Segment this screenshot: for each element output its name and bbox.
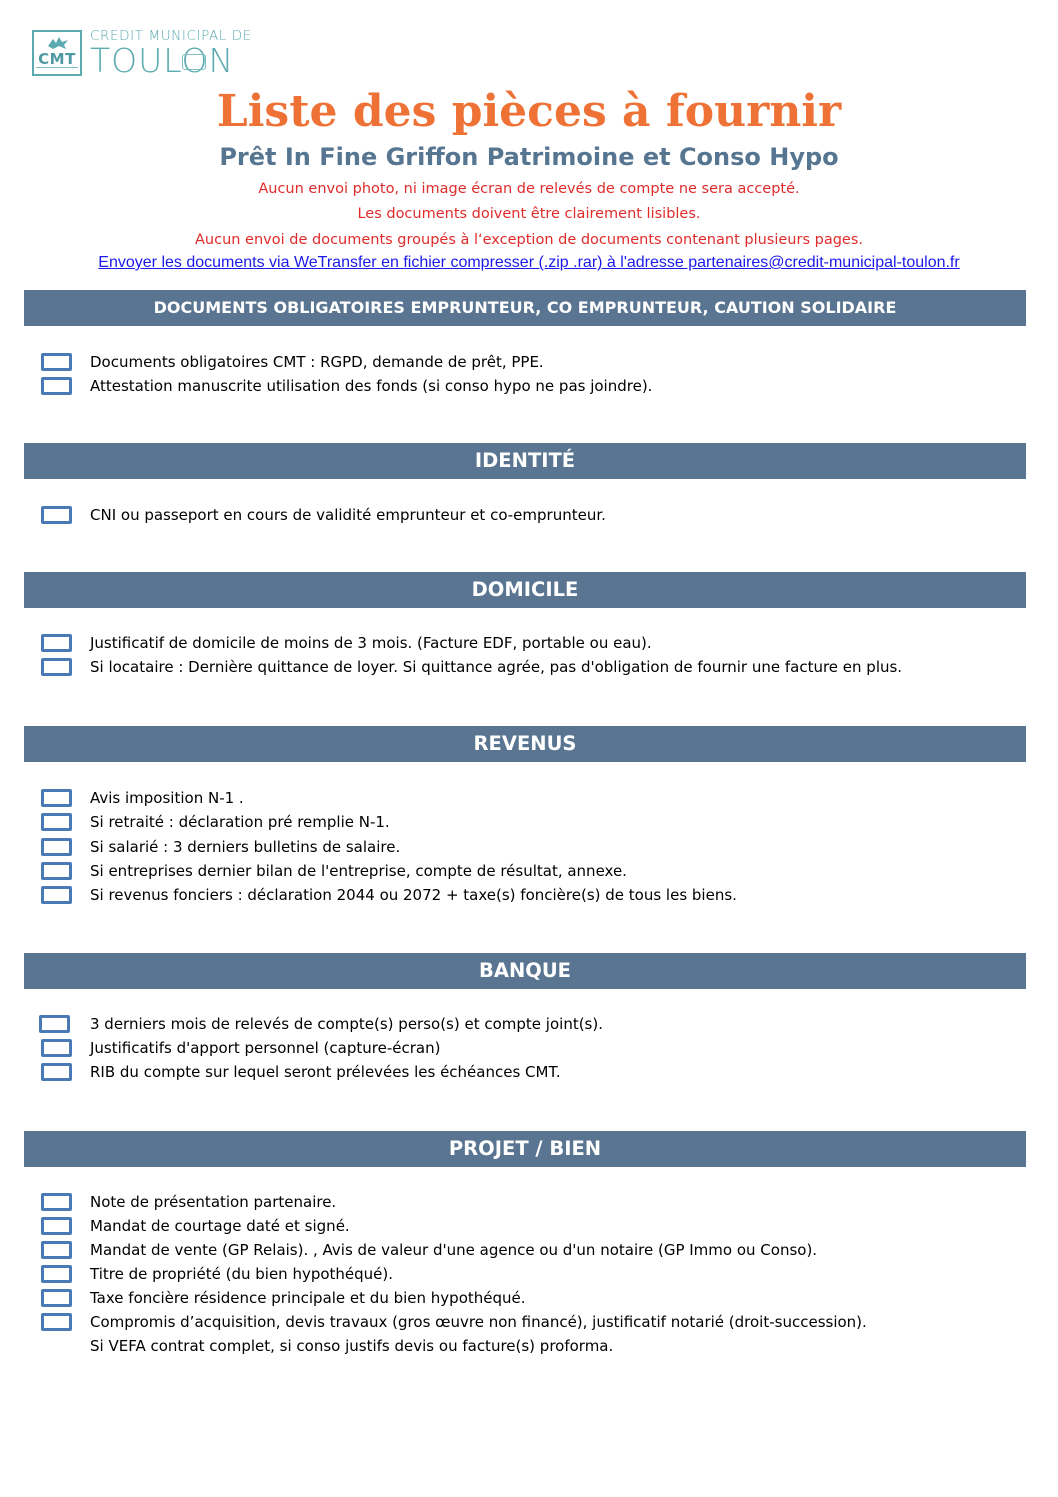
checklist-item: Note de présentation partenaire. [90, 1193, 337, 1211]
checklist-item: Mandat de courtage daté et signé. [90, 1217, 350, 1235]
logo-main-text: TOULON [90, 41, 235, 80]
checkbox[interactable] [41, 1193, 72, 1211]
checkbox[interactable] [41, 862, 72, 880]
notice-line: Aucun envoi de documents groupés à l‘exception de documents contenant plusieurs pages. [194, 232, 863, 248]
checklist-item: RIB du compte sur lequel seront prélevées les échéances CMT. [90, 1063, 561, 1081]
checkbox[interactable] [41, 634, 72, 652]
section-header-domicile: DOMICILE [24, 572, 1026, 608]
checklist-item: CNI ou passeport en cours de validité emprunteur et co-emprunteur. [90, 506, 606, 524]
checklist-item: Avis imposition N-1 . [90, 789, 244, 807]
logo-seal-icon [182, 54, 206, 70]
checkbox[interactable] [41, 1063, 72, 1081]
checkbox[interactable] [41, 1217, 72, 1235]
page-subtitle: Prêt In Fine Griffon Patrimoine et Conso Hypo [219, 143, 839, 171]
checkbox[interactable] [41, 1039, 72, 1057]
griffon-icon [47, 36, 69, 50]
checklist-item: Mandat de vente (GP Relais). , Avis de valeur d'une agence ou d'un notaire (GP Immo ou Conso). [90, 1241, 818, 1259]
checklist-item: Compromis d’acquisition, devis travaux (gros œuvre non financé), justificatif notarié (droit-succession). [90, 1313, 867, 1331]
section-header-projet-bien: PROJET / BIEN [24, 1131, 1026, 1167]
section-header-banque: BANQUE [24, 953, 1026, 989]
section-header-revenus: REVENUS [24, 726, 1026, 762]
checkbox[interactable] [41, 886, 72, 904]
checklist-item: Si entreprises dernier bilan de l'entreprise, compte de résultat, annexe. [90, 862, 627, 880]
checklist-item: Si locataire : Dernière quittance de loyer. Si quittance agrée, pas d'obligation de fournir une facture en plus. [90, 658, 903, 676]
notice-line: Les documents doivent être clairement lisibles. [357, 206, 701, 222]
checkbox[interactable] [41, 789, 72, 807]
send-instructions-link[interactable]: Envoyer les documents via WeTransfer en fichier compresser (.zip .rar) à l'adresse partenaires@credit-municipal-toulon.fr [98, 254, 960, 271]
checkbox[interactable] [41, 658, 72, 676]
checklist-item: Taxe foncière résidence principale et du bien hypothéqué. [90, 1289, 526, 1307]
checklist-item: Titre de propriété (du bien hypothéqué). [90, 1265, 394, 1283]
checklist-item: Si revenus fonciers : déclaration 2044 ou 2072 + taxe(s) foncière(s) de tous les biens. [90, 886, 737, 904]
checklist-item: Si VEFA contrat complet, si conso justifs devis ou facture(s) proforma. [90, 1337, 614, 1355]
cmt-logo [32, 28, 252, 80]
checkbox[interactable] [41, 1313, 72, 1331]
checklist-item: Attestation manuscrite utilisation des fonds (si conso hypo ne pas joindre). [90, 377, 653, 395]
checklist-item: Documents obligatoires CMT : RGPD, demande de prêt, PPE. [90, 353, 544, 371]
checklist-item: 3 derniers mois de relevés de compte(s) perso(s) et compte joint(s). [90, 1015, 603, 1033]
checklist-item: Si salarié : 3 derniers bulletins de salaire. [90, 838, 401, 856]
notice-line: Aucun envoi photo, ni image écran de relevés de compte ne sera accepté. [258, 181, 800, 197]
logo-abbr: CMT [38, 50, 76, 68]
checkbox[interactable] [41, 1241, 72, 1259]
page-title: Liste des pièces à fournir [216, 86, 842, 137]
logo-badge-line [36, 67, 78, 71]
checkbox[interactable] [41, 506, 72, 524]
checklist-item: Justificatifs d'apport personnel (capture-écran) [90, 1039, 441, 1057]
checkbox[interactable] [39, 1015, 70, 1033]
checklist-item: Si retraité : déclaration pré remplie N-1. [90, 813, 390, 831]
logo-top-text: CREDIT MUNICIPAL DE [90, 28, 252, 44]
checklist-item: Justificatif de domicile de moins de 3 mois. (Facture EDF, portable ou eau). [90, 634, 652, 652]
checkbox[interactable] [41, 1289, 72, 1307]
checkbox[interactable] [41, 838, 72, 856]
section-header-identite: IDENTITÉ [24, 443, 1026, 479]
checkbox[interactable] [41, 377, 72, 395]
checkbox[interactable] [41, 813, 72, 831]
checkbox[interactable] [41, 1265, 72, 1283]
section-header-documents-obligatoires: DOCUMENTS OBLIGATOIRES EMPRUNTEUR, CO EMPRUNTEUR, CAUTION SOLIDAIRE [24, 290, 1026, 326]
logo-badge [32, 30, 82, 76]
checkbox[interactable] [41, 353, 72, 371]
